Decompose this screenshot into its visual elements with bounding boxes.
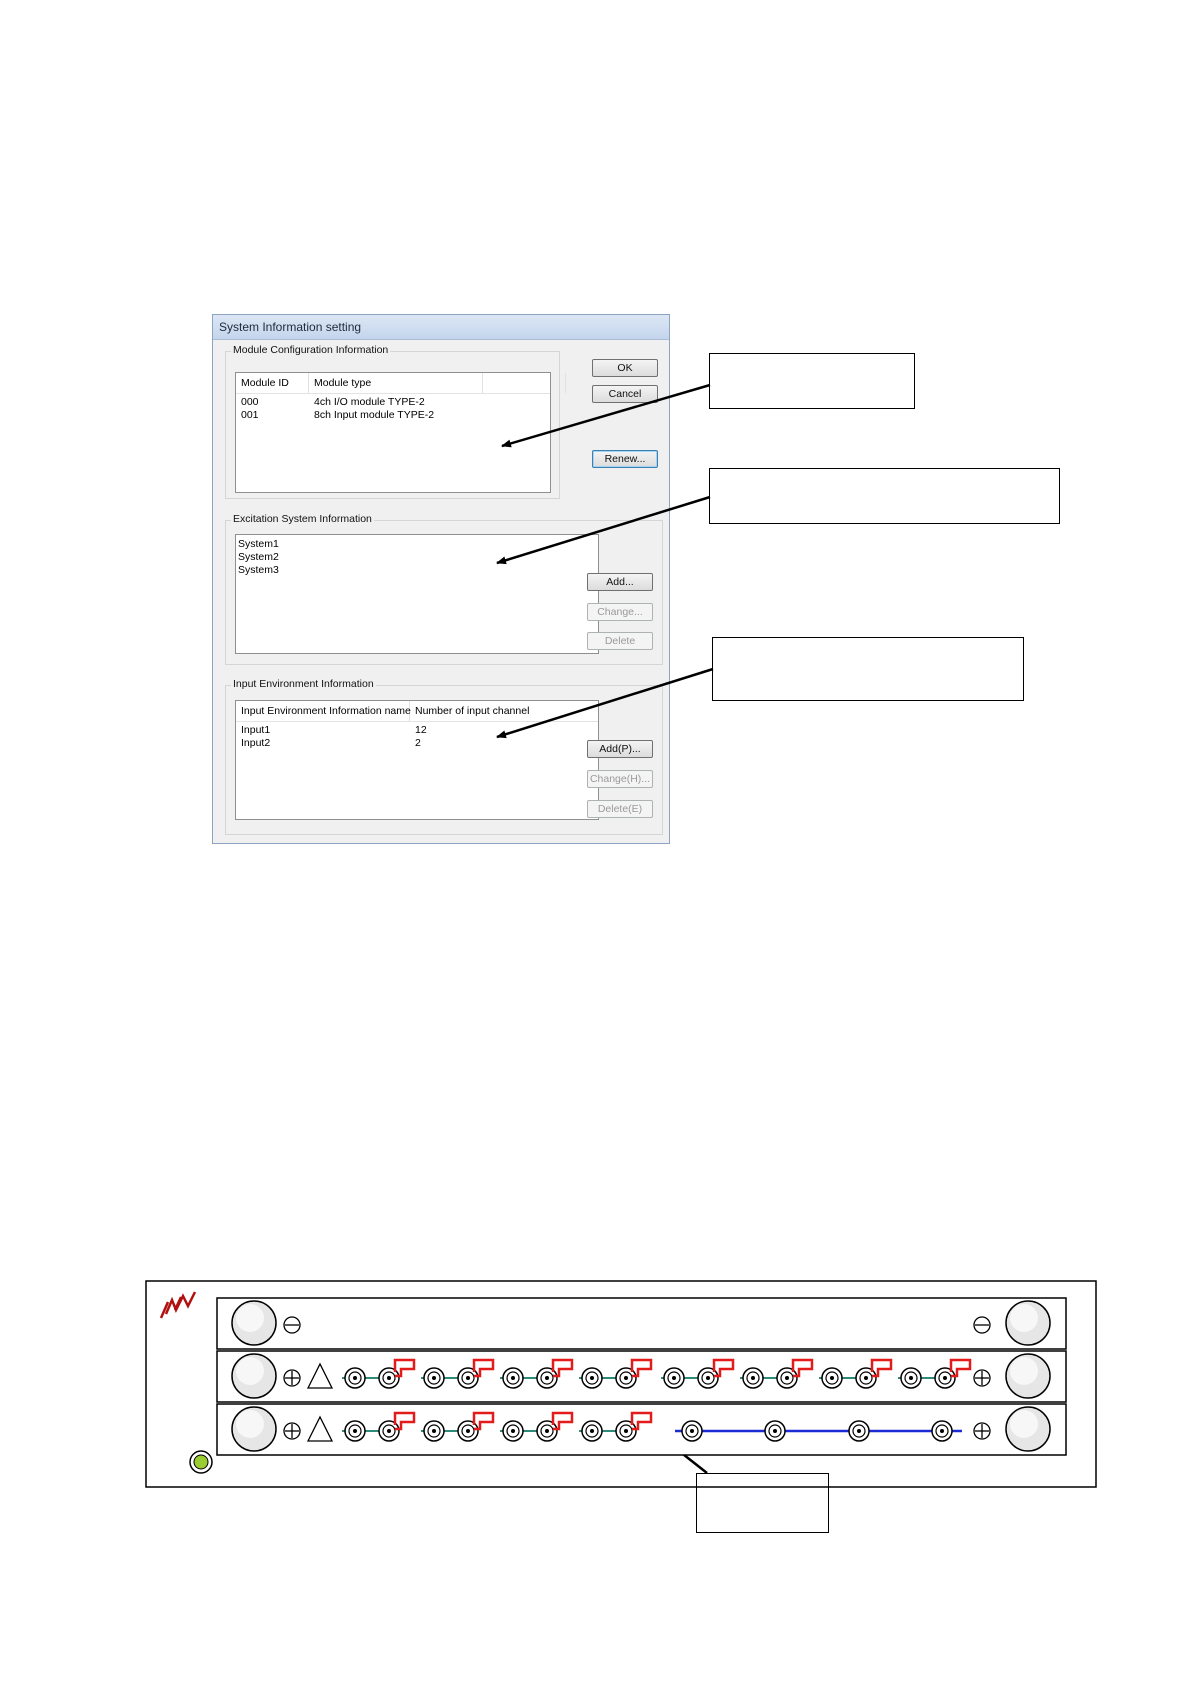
dialog-title: System Information setting (213, 315, 669, 340)
input-environment-label: Input Environment Information (233, 678, 374, 690)
module-id: 001 (241, 409, 259, 421)
delete-input-button[interactable]: Delete(E) (587, 800, 653, 818)
add-input-button[interactable]: Add(P)... (587, 740, 653, 758)
column-header-channel-count[interactable]: Number of input channel (415, 705, 530, 717)
screw-icon (284, 1423, 300, 1439)
screw-icon (284, 1317, 300, 1333)
change-button[interactable]: Change... (587, 603, 653, 621)
screw-icon (974, 1317, 990, 1333)
input-channel-count: 2 (415, 737, 421, 749)
delete-button[interactable]: Delete (587, 632, 653, 650)
renew-button[interactable]: Renew... (592, 450, 658, 468)
bnc-connector-icon (682, 1421, 702, 1441)
bnc-connector-icon (345, 1421, 365, 1441)
screw-icon (284, 1370, 300, 1386)
change-input-button[interactable]: Change(H)... (587, 770, 653, 788)
knob-icon (232, 1301, 276, 1345)
knob-icon (1006, 1301, 1050, 1345)
bnc-connector-icon (901, 1368, 921, 1388)
bnc-connector-icon (503, 1421, 523, 1441)
add-button[interactable]: Add... (587, 573, 653, 591)
excitation-system-label: Excitation System Information (233, 513, 372, 525)
input-name: Input1 (241, 724, 271, 736)
module-type: 4ch I/O module TYPE-2 (314, 396, 425, 408)
list-item[interactable]: System1 (238, 538, 279, 550)
bnc-connector-icon (822, 1368, 842, 1388)
knob-icon (232, 1354, 276, 1398)
list-item[interactable]: System2 (238, 551, 279, 563)
column-header-module-id[interactable]: Module ID (236, 373, 309, 393)
bnc-connector-icon (424, 1368, 444, 1388)
bnc-connector-icon (582, 1421, 602, 1441)
module-type: 8ch Input module TYPE-2 (314, 409, 435, 421)
cancel-button[interactable]: Cancel (592, 385, 658, 403)
input-name: Input2 (241, 737, 271, 749)
bnc-connector-icon (849, 1421, 869, 1441)
screw-icon (974, 1370, 990, 1386)
bnc-connector-icon (503, 1368, 523, 1388)
bnc-connector-icon (582, 1368, 602, 1388)
logo-icon (161, 1292, 195, 1318)
knob-icon (1006, 1354, 1050, 1398)
column-header-module-type[interactable]: Module type (309, 373, 483, 393)
bnc-connector-icon (664, 1368, 684, 1388)
knob-icon (1006, 1407, 1050, 1451)
knob-icon (232, 1407, 276, 1451)
bnc-connector-icon (345, 1368, 365, 1388)
input-channel-count: 12 (415, 724, 427, 736)
bnc-connector-icon (743, 1368, 763, 1388)
module-configuration-label: Module Configuration Information (233, 344, 389, 356)
column-header-input-name[interactable]: Input Environment Information name (236, 701, 410, 721)
screw-icon (974, 1423, 990, 1439)
list-item[interactable]: System3 (238, 564, 279, 576)
module-id: 000 (241, 396, 259, 408)
bnc-connector-icon (932, 1421, 952, 1441)
module-row-top (217, 1298, 1066, 1349)
ok-button[interactable]: OK (592, 359, 658, 377)
bnc-connector-icon (765, 1421, 785, 1441)
bnc-connector-icon (424, 1421, 444, 1441)
